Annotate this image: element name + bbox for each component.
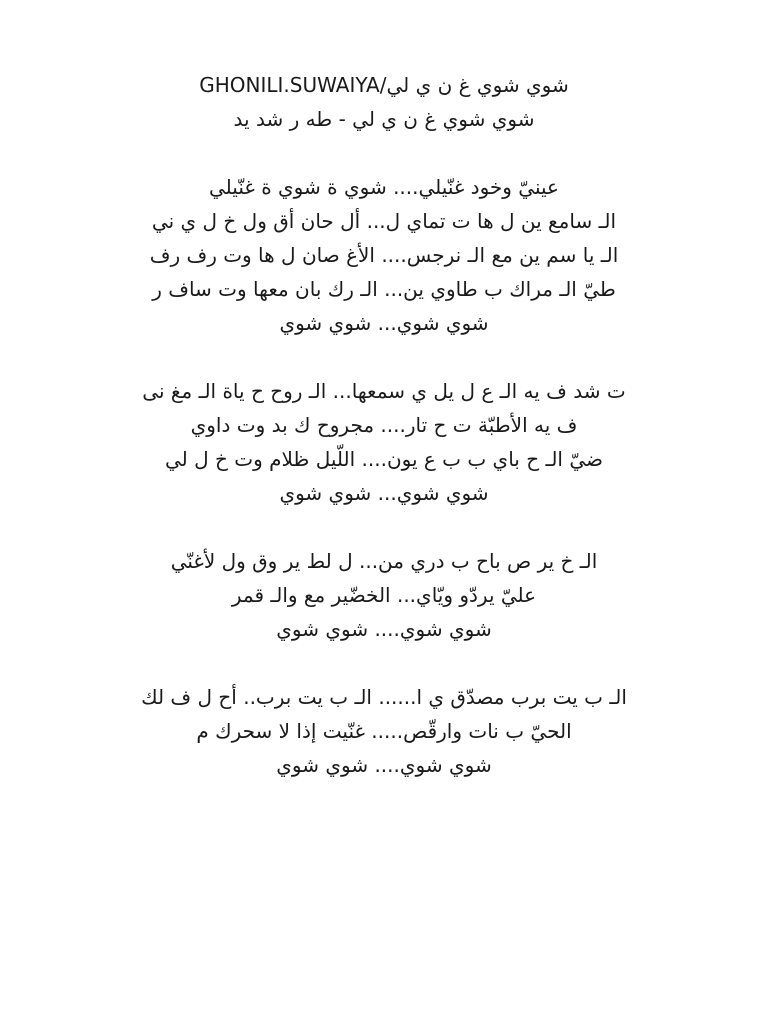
verse-line: الحيّ ب نات وارقّص..... غنّيت إذا لا سحرك م (196, 719, 572, 743)
refrain-line: شوي شوي... شوي شوي (279, 481, 489, 505)
refrain-line: شوي شوي.... شوي شوي (276, 617, 492, 641)
verse-line: ف يه الأطبّة ت ح تار.... مجروح ك بد وت داوي (190, 413, 578, 437)
verse-line: الـ خ ير ص باح ب دري من... ل لط ير وق ول لأغنّي (170, 549, 598, 573)
verse-line: عليّ يردّو ويّاي... الخضّير مع والـ قمر (231, 583, 537, 607)
verse-line: ت شد ف يه الـ ع ل يل ي سمعها... الـ روح ح ياة الـ مغ نى (142, 379, 626, 403)
song-title: شوي شوي غ ن ي لي/GHONILI.SUWAIYA (199, 73, 569, 97)
verse-line: عينيّ وخود غنّيلي.... شوي ة شوي ة غنّيلي (209, 175, 559, 199)
verse-line: ضيّ الـ ح باي ب ب ع يون.... اللّيل ظلام وت خ ل لي (164, 447, 604, 471)
stanza-2 (40, 374, 728, 510)
lyrics-content (40, 68, 728, 782)
verse-line: الـ سامع ين ل ها ت تماي ل... أل حان أق ول خ ل ي ني (151, 209, 617, 233)
refrain-line: شوي شوي.... شوي شوي (276, 753, 492, 777)
refrain-line: شوي شوي... شوي شوي (279, 311, 489, 335)
verse-line: طيّ الـ مراك ب طاوي ين... الـ رك بان معها وت ساف ر (152, 277, 616, 301)
stanza-4 (40, 680, 728, 782)
verse-line: الـ ب يت برب مصدّق ي ا...... الـ ب يت برب.. أح ل ف لك (141, 685, 627, 709)
stanza-3 (40, 544, 728, 646)
verse-line: الـ يا سم ين مع الـ نرجس.... الأغ صان ل ها وت رف رف (149, 243, 619, 267)
stanza-1 (40, 170, 728, 340)
song-subtitle: شوي شوي غ ن ي لي - طه ر شد يد (233, 107, 535, 131)
